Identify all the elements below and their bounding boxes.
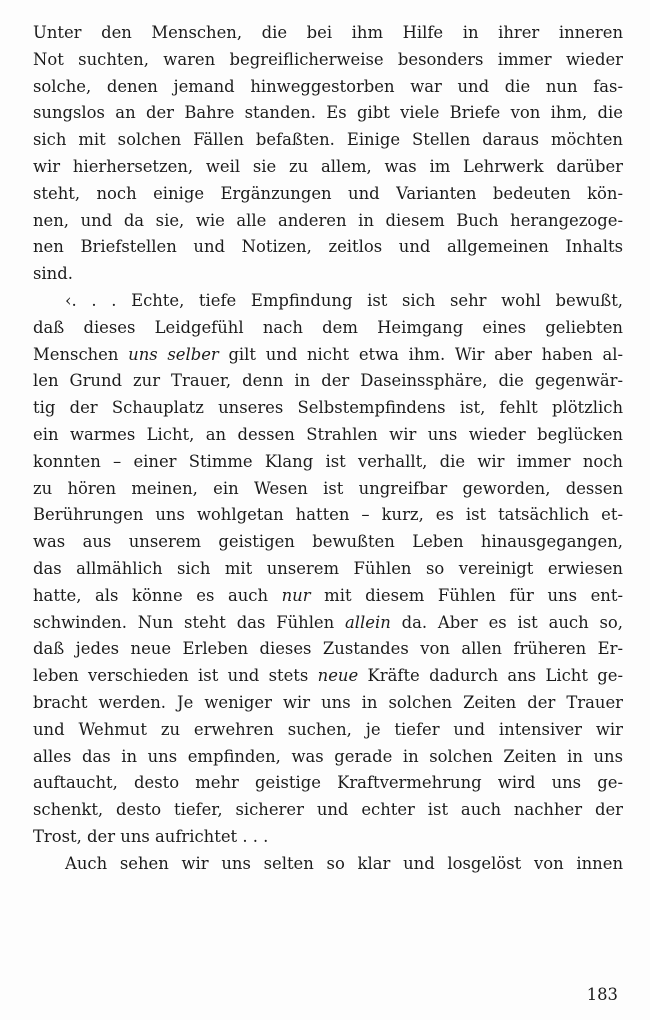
text-line: was aus unserem geistigen bewußten Leben hinausgegangen, [33, 532, 623, 552]
emphasized-text: nur [281, 585, 311, 605]
text-line: Menschen uns selber gilt und nicht etwa ihm. Wir aber haben al- [33, 344, 623, 364]
text-line: tig der Schauplatz unseres Selbstempfindens ist, fehlt plötzlich [33, 398, 623, 418]
paragraph [33, 20, 623, 288]
text-line: auftaucht, desto mehr geistige Kraftvermehrung wird uns ge- [33, 773, 623, 793]
text-line: ‹. . . Echte, tiefe Empfindung ist sich sehr wohl bewußt, [65, 290, 623, 310]
text-line: leben verschieden ist und stets neue Kräfte dadurch ans Licht ge- [33, 666, 623, 686]
emphasized-text: neue [317, 666, 359, 686]
emphasized-text: uns selber [128, 344, 219, 364]
text-line: alles das in uns empfinden, was gerade in solchen Zeiten in uns [33, 746, 623, 766]
text-line: daß dieses Leidgefühl nach dem Heimgang eines geliebten [33, 317, 623, 337]
text-line: schwinden. Nun steht das Fühlen allein da. Aber es ist auch so, [33, 612, 623, 632]
text-line: sich mit solchen Fällen befaßten. Einige Stellen daraus möchten [33, 130, 623, 150]
text-line: daß jedes neue Erleben dieses Zustandes von allen früheren Er- [33, 639, 623, 659]
text-line: Unter den Menschen, die bei ihm Hilfe in ihrer inneren [33, 23, 623, 42]
text-line: zu hören meinen, ein Wesen ist ungreifbar geworden, dessen [33, 478, 623, 498]
text-line: Auch sehen wir uns selten so klar und losgelöst von innen [65, 853, 623, 873]
text-line: steht, noch einige Ergänzungen und Varianten bedeuten kön- [33, 183, 623, 203]
text-line: sind. [33, 264, 73, 284]
text-line: Not suchten, waren begreiflicherweise besonders immer wieder [33, 49, 623, 69]
emphasized-text: allein [345, 612, 391, 632]
text-line: nen Briefstellen und Notizen, zeitlos und allgemeinen Inhalts [33, 237, 623, 257]
paragraph [33, 851, 623, 878]
text-line: wir hierhersetzen, weil sie zu allem, was im Lehrwerk darüber [33, 156, 623, 176]
body-text [33, 20, 623, 878]
page-number: 183 [586, 985, 618, 1004]
text-line: Berührungen uns wohlgetan hatten – kurz, es ist tatsächlich et- [33, 505, 623, 525]
text-line: sungslos an der Bahre standen. Es gibt viele Briefe von ihm, die [33, 103, 623, 123]
text-line: bracht werden. Je weniger wir uns in solchen Zeiten der Trauer [33, 692, 623, 712]
text-line: nen, und da sie, wie alle anderen in diesem Buch herangezoge- [33, 210, 623, 230]
text-line: hatte, als könne es auch nur mit diesem Fühlen für uns ent- [33, 585, 623, 605]
text-line: und Wehmut zu erwehren suchen, je tiefer und intensiver wir [33, 719, 623, 739]
text-line: solche, denen jemand hinweggestorben war und die nun fas- [33, 76, 623, 96]
text-line: das allmählich sich mit unserem Fühlen so vereinigt erwiesen [33, 558, 623, 578]
text-line: schenkt, desto tiefer, sicherer und echter ist auch nachher der [33, 800, 623, 820]
paragraph [33, 288, 623, 851]
text-line: len Grund zur Trauer, denn in der Daseinssphäre, die gegenwär- [33, 371, 623, 391]
text-line: Trost, der uns aufrichtet . . . [33, 826, 269, 846]
text-line: konnten – einer Stimme Klang ist verhallt, die wir immer noch [33, 451, 623, 471]
text-line: ein warmes Licht, an dessen Strahlen wir uns wieder beglücken [33, 424, 623, 444]
